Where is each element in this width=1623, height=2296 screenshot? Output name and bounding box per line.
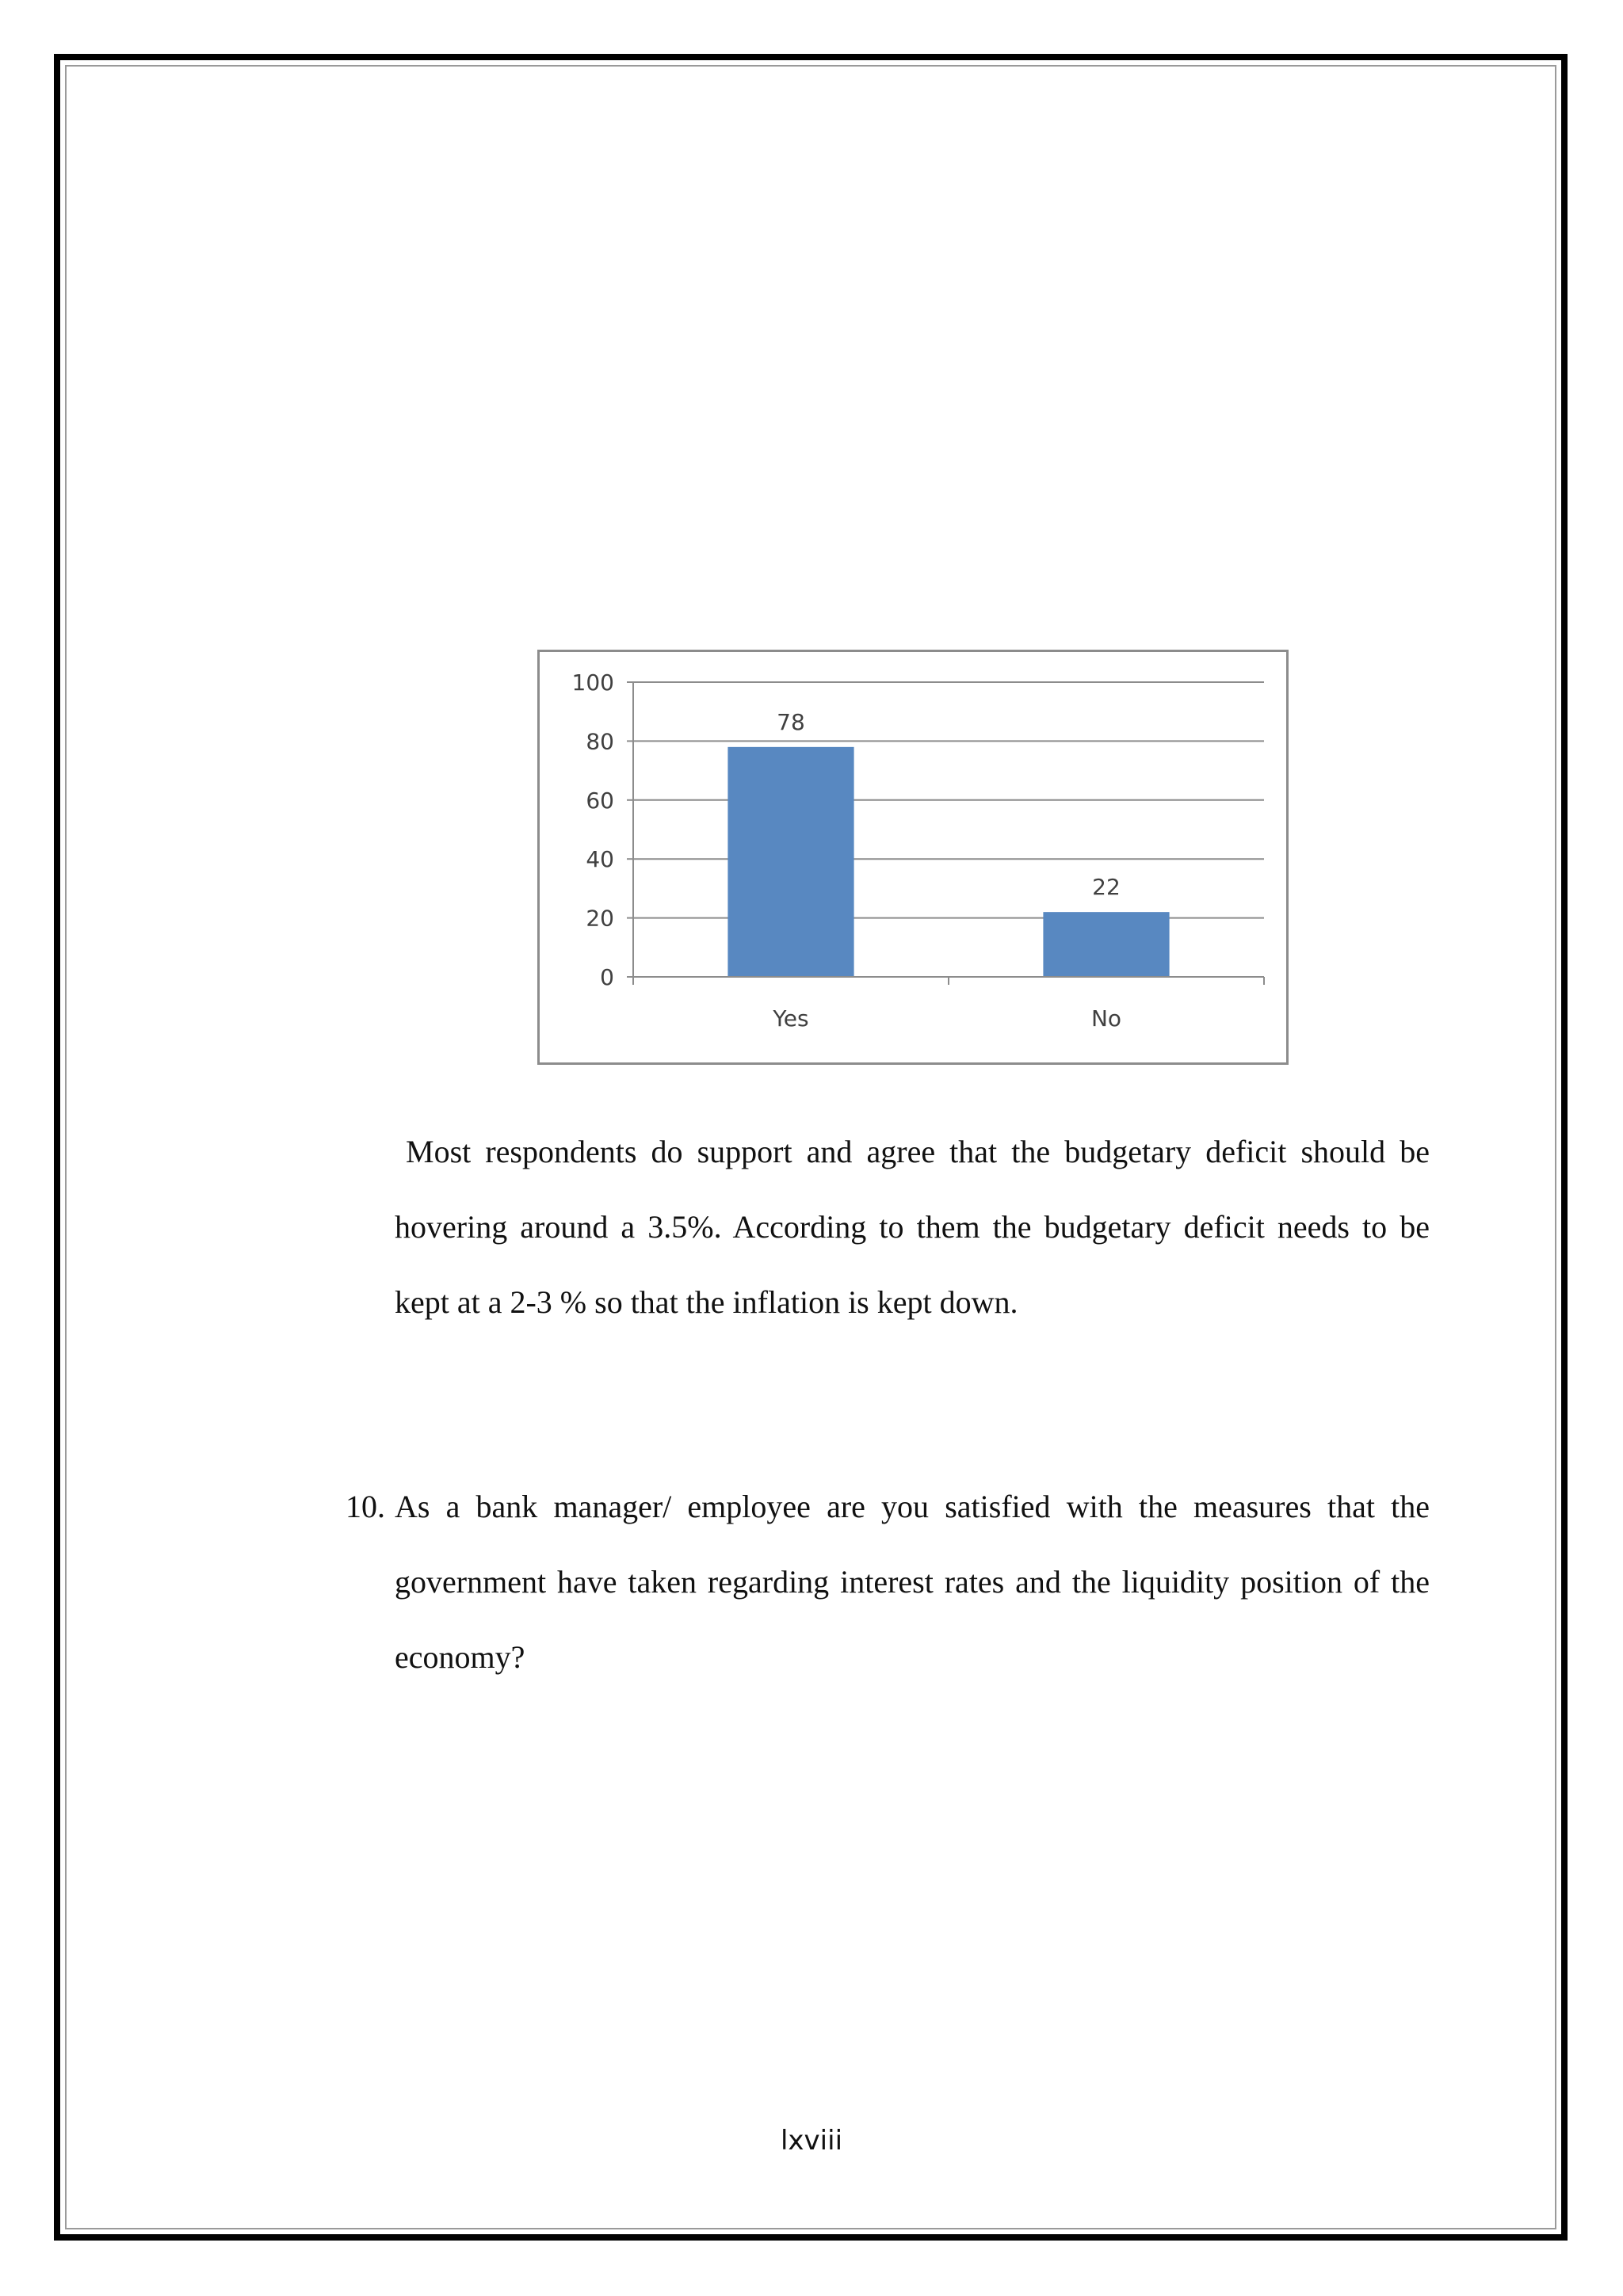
chart-description-paragraph: Most respondents do support and agree that the budgetary deficit should be hovering around a 3.5%. According to them the budgetary deficit needs to be kept at a 2-3 % so that the inflation is kept down. xyxy=(395,1134,1430,1320)
question-number: 10. xyxy=(346,1489,385,1524)
y-tick-label: 40 xyxy=(586,846,614,873)
bar-chart xyxy=(537,650,1289,1065)
y-tick-label: 80 xyxy=(586,728,614,755)
question-text: As a bank manager/ employee are you satisfied with the measures that the government have taken regarding interest rates and the liquidity position of the economy? xyxy=(395,1489,1430,1675)
x-category-label: Yes xyxy=(773,1005,809,1032)
question-item xyxy=(346,1469,1430,1695)
y-tick-label: 60 xyxy=(586,787,614,814)
y-tick-label: 0 xyxy=(600,964,614,990)
x-category-label: No xyxy=(1090,1005,1122,1032)
y-tick-label: 100 xyxy=(571,669,614,696)
page-number: lxviii xyxy=(780,2125,843,2157)
bar-yes xyxy=(727,747,854,977)
data-label: 22 xyxy=(1092,874,1121,901)
data-label: 78 xyxy=(777,708,805,735)
bar-chart-svg xyxy=(540,652,1286,1062)
bar-no xyxy=(1043,912,1169,977)
y-tick-label: 20 xyxy=(586,905,614,932)
